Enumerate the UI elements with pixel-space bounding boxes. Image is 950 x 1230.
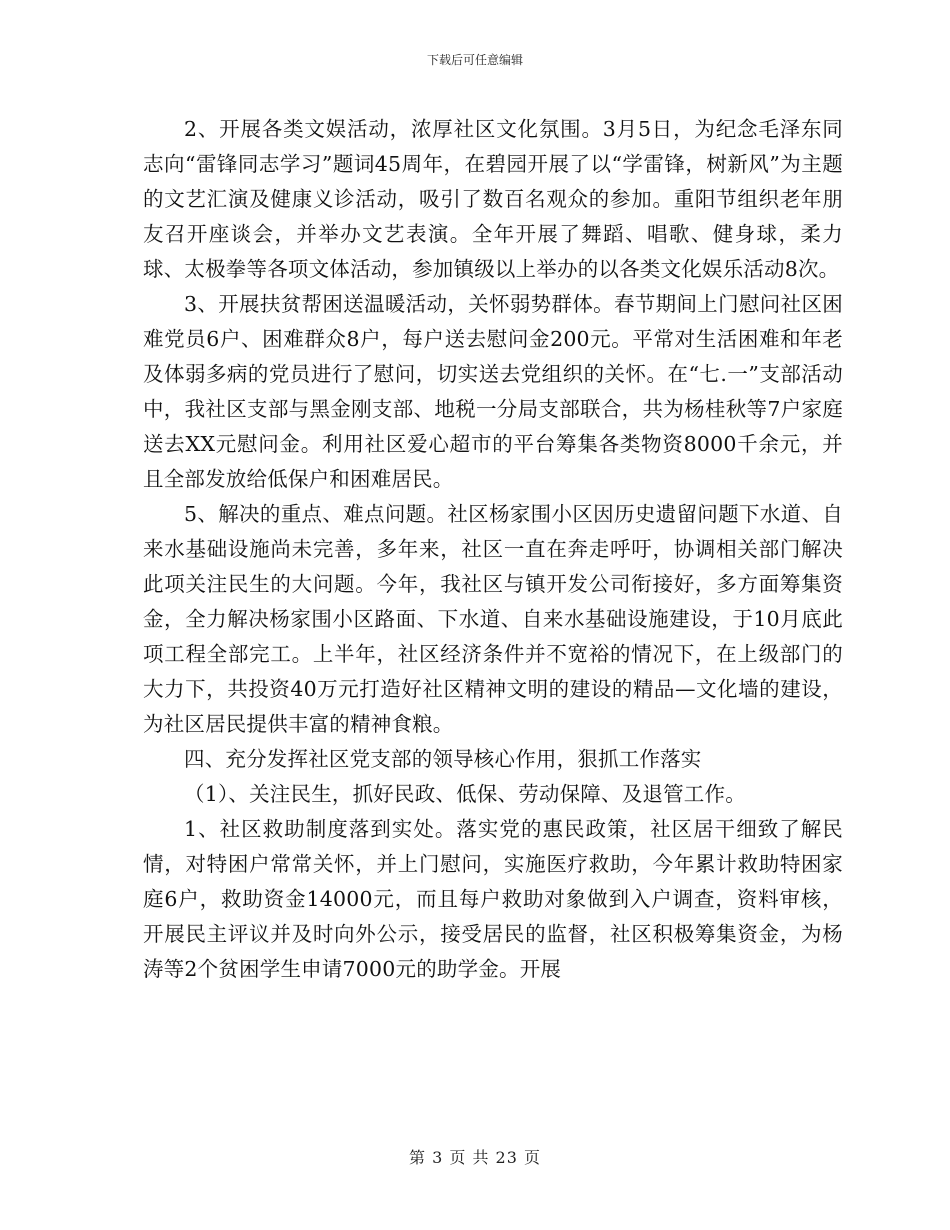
section-heading-party-branch: 四、充分发挥社区党支部的领导核心作用，狠抓工作落实 (184, 747, 702, 771)
document-body (143, 112, 843, 987)
paragraph-poverty-relief: 3、开展扶贫帮困送温暖活动，关怀弱势群体。春节期间上门慰问社区困难党员6户、困难群众8户，每户送去慰问金200元。平常对生活困难和年老及体弱多病的党员进行了慰问，切实送去党组织的关怀。在“七.一”支部活动中，我社区支部与黑金刚支部、地税一分局支部联合，共为杨桂秋等7户家庭送去XX元慰问金。利用社区爱心超市的平台筹集各类物资8000千余元，并且全部发放给低保户和困难居民。 (143, 292, 843, 491)
page-header: 下载后可任意编辑 (426, 53, 523, 67)
paragraph-culture-activities: 2、开展各类文娱活动，浓厚社区文化氛围。3月5日，为纪念毛泽东同志向“雷锋同志学习”题词45周年，在碧园开展了以“学雷锋，树新风”为主题的文艺汇演及健康义诊活动，吸引了数百名观众的参加。重阳节组织老年朋友召开座谈会，并举办文艺表演。全年开展了舞蹈、唱歌、健身球，柔力球、太极拳等各项文体活动，参加镇级以上举办的以各类文化娱乐活动8次。 (143, 117, 843, 281)
paragraph-relief-system: 1、社区救助制度落到实处。落实党的惠民政策，社区居干细致了解民情，对特困户常常关怀，并上门慰问，实施医疗救助，今年累计救助特困家庭6户，救助资金14000元，而且每户救助对象做到入户调查，资料审核，开展民主评议并及时向外公示，接受居民的监督，社区积极筹集资金，为杨涛等2个贫困学生申请7000元的助学金。开展 (143, 817, 843, 981)
page-footer: 第 3 页 共 23 页 (409, 1148, 541, 1167)
paragraph-key-problems: 5、解决的重点、难点问题。社区杨家围小区因历史遗留问题下水道、自来水基础设施尚未完善，多年来，社区一直在奔走呼吁，协调相关部门解决此项关注民生的大问题。今年，我社区与镇开发公司衔接好，多方面筹集资金，全力解决杨家围小区路面、下水道、自来水基础设施建设，于10月底此项工程全部完工。上半年，社区经济条件并不宽裕的情况下，在上级部门的大力下，共投资40万元打造好社区精神文明的建设的精品—文化墙的建设，为社区居民提供丰富的精神食粮。 (143, 502, 843, 736)
subsection-heading-livelihood: （1）、关注民生，抓好民政、低保、劳动保障、及退管工作。 (184, 782, 746, 806)
